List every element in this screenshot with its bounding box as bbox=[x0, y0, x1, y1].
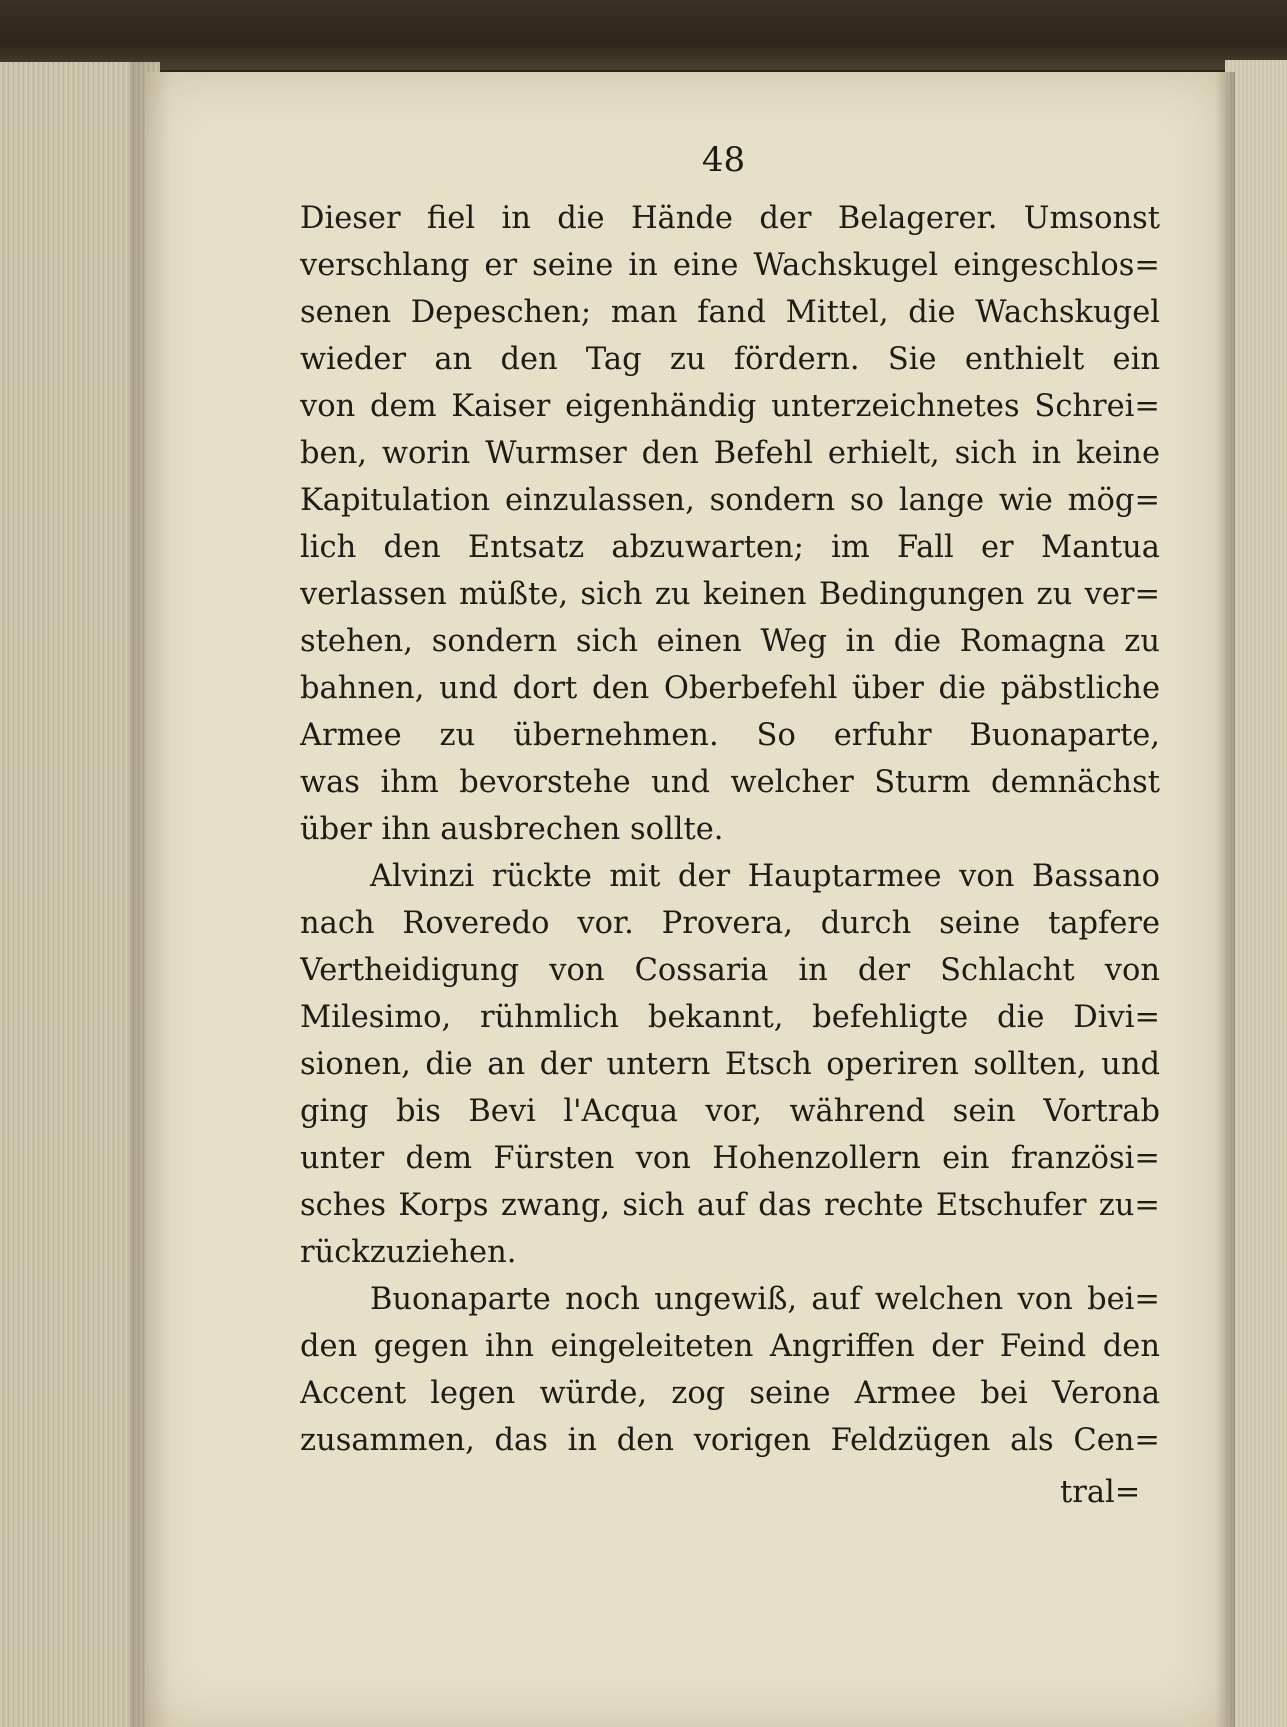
right-edge-shadow bbox=[1215, 72, 1235, 1727]
text-line: Kapitulation einzulassen, sondern so lange wie mög= bbox=[300, 483, 1160, 518]
text-line: senen Depeschen; man fand Mittel, die Wachskugel bbox=[300, 295, 1160, 330]
text-line: Milesimo, rühmlich bekannt, befehligte die Divi= bbox=[300, 1000, 1160, 1035]
paragraph-2 bbox=[300, 853, 1160, 1276]
text-line: sches Korps zwang, sich auf das rechte Etschufer zu= bbox=[300, 1188, 1160, 1223]
text-line: verschlang er seine in eine Wachskugel eingeschlos= bbox=[300, 248, 1160, 283]
text-line: Vertheidigung von Cossaria in der Schlacht von bbox=[300, 953, 1160, 988]
text-line: bahnen, und dort den Oberbefehl über die päbstliche bbox=[300, 671, 1160, 706]
text-line: unter dem Fürsten von Hohenzollern ein französi= bbox=[300, 1141, 1160, 1176]
text-line: was ihm bevorstehe und welcher Sturm demnächst bbox=[300, 765, 1160, 800]
gutter-shadow bbox=[130, 62, 170, 1727]
text-line: zusammen, das in den vorigen Feldzügen als Cen= bbox=[300, 1423, 1160, 1458]
text-line: Buonaparte noch ungewiß, auf welchen von bei= bbox=[370, 1282, 1160, 1317]
book-cover-top bbox=[0, 0, 1287, 70]
text-line: von dem Kaiser eigenhändig unterzeichnetes Schrei= bbox=[300, 389, 1160, 424]
text-line: Dieser fiel in die Hände der Belagerer. Umsonst bbox=[300, 201, 1160, 236]
text-line: lich den Entsatz abzuwarten; im Fall er Mantua bbox=[300, 530, 1160, 565]
text-line: ging bis Bevi l'Acqua vor, während sein Vortrab bbox=[300, 1094, 1160, 1129]
text-line: Accent legen würde, zog seine Armee bei Verona bbox=[300, 1376, 1160, 1411]
text-line: sionen, die an der untern Etsch operiren sollten, und bbox=[300, 1047, 1160, 1082]
text-line: stehen, sondern sich einen Weg in die Romagna zu bbox=[300, 624, 1160, 659]
text-line: den gegen ihn eingeleiteten Angriffen der Feind den bbox=[300, 1329, 1160, 1364]
text-line: ben, worin Wurmser den Befehl erhielt, sich in keine bbox=[300, 436, 1160, 471]
text-line: wieder an den Tag zu fördern. Sie enthielt ein bbox=[300, 342, 1160, 377]
text-line: über ihn ausbrechen sollte. bbox=[300, 812, 724, 847]
paragraph-3 bbox=[300, 1276, 1160, 1464]
text-line: rückzuziehen. bbox=[300, 1235, 517, 1270]
paragraph-1 bbox=[300, 195, 1160, 853]
text-line: verlassen müßte, sich zu keinen Bedingungen zu ver= bbox=[300, 577, 1160, 612]
text-line: Alvinzi rückte mit der Hauptarmee von Bassano bbox=[370, 859, 1160, 894]
text-line: nach Roveredo vor. Provera, durch seine tapfere bbox=[300, 906, 1160, 941]
text-line: Armee zu übernehmen. So erfuhr Buonaparte, bbox=[300, 718, 1160, 753]
catchword: tral= bbox=[1060, 1475, 1141, 1510]
page-number: 48 bbox=[701, 140, 746, 180]
body-text bbox=[300, 195, 1160, 1464]
